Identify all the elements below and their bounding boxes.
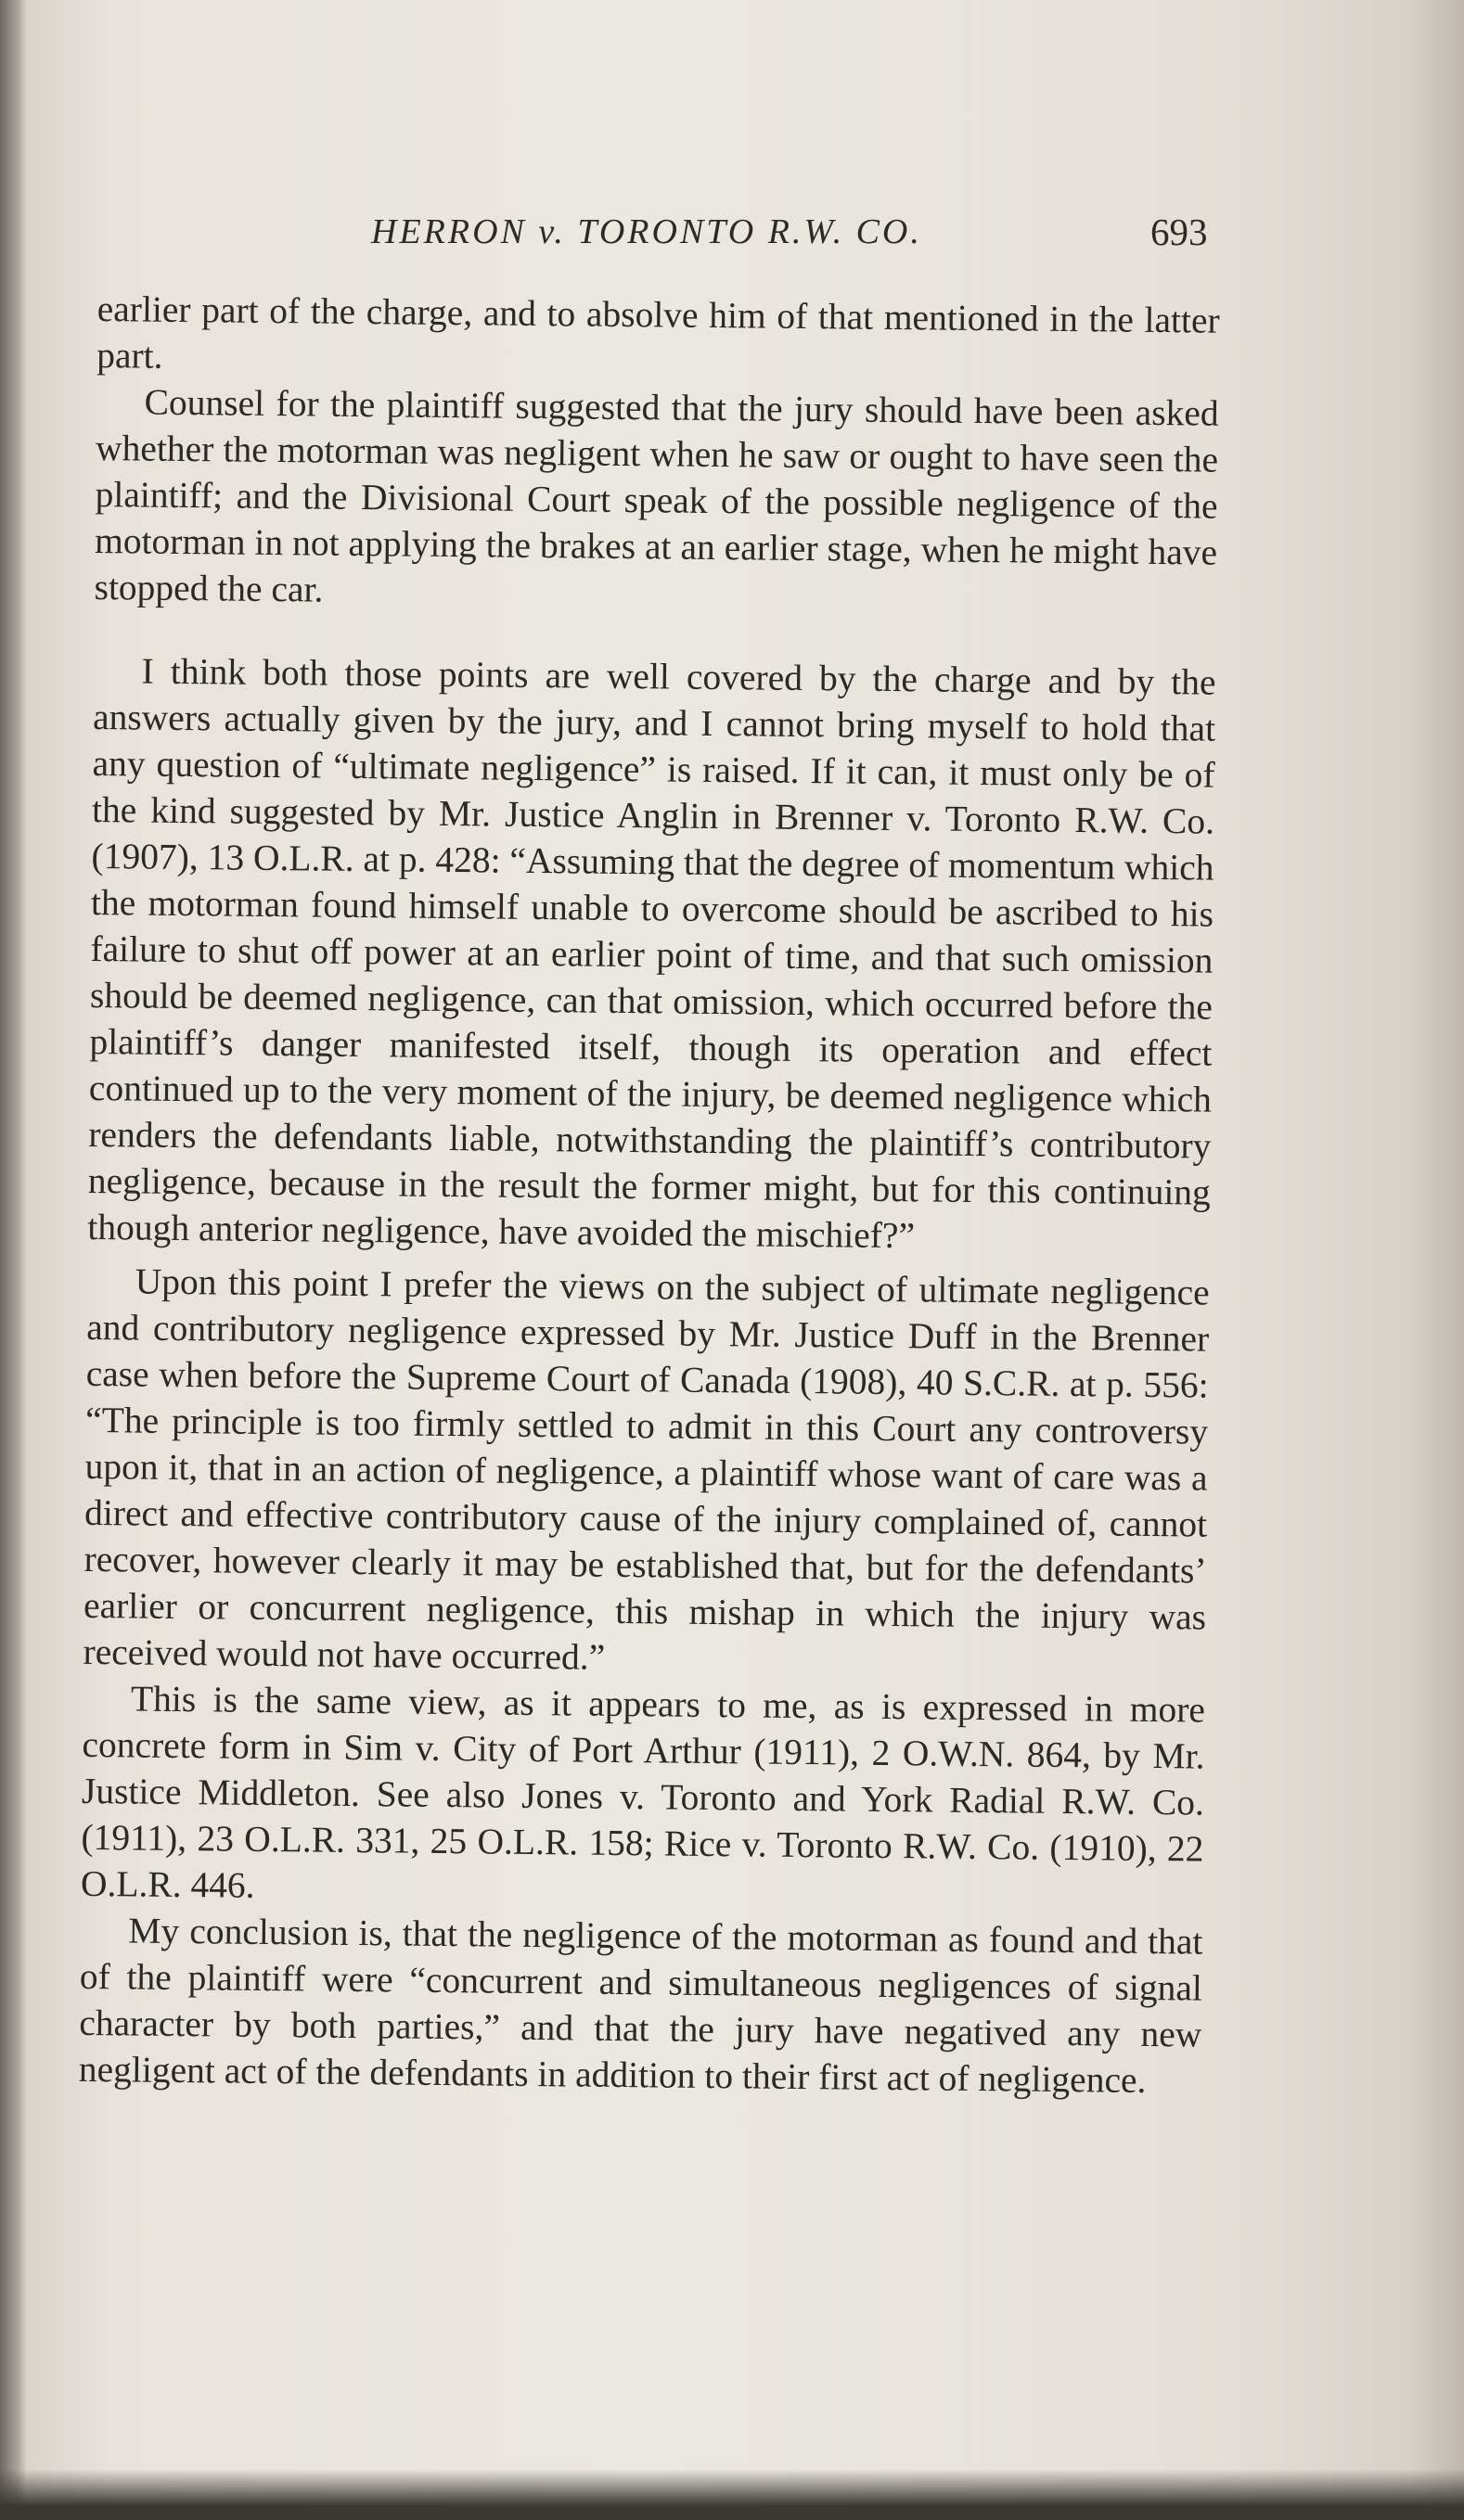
paragraph-1: earlier part of the charge, and to absolve him of that mentioned in the latter part. (96, 288, 1220, 377)
paragraph-2: Counsel for the plaintiff suggested that the jury should have been asked whether the motorman was negligent when he saw or ought to have seen the plaintiff; and the Divisional Court speak of the possible negligence of the motorman in not applying the brakes at an earlier stage, when he might have stopped the car. (94, 381, 1219, 610)
running-head-title: HERRON v. TORONTO R.W. CO. (371, 212, 922, 251)
page-bottom-edge (0, 2469, 1464, 2520)
paragraph-3: I think both those points are well covered by the charge and by the answers actually given by the jury, and I cannot bring myself to hold that any question of “ultimate negligence” is raised. If it can, it must only be of the kind suggested by Mr. Justice Anglin in Brenner v. Toronto R.W. Co. (1907), 13 O.L.R. at p. 428: “Assuming that the degree of momentum which the motorman found himself unable to overcome should be ascribed to his failure to shut off power at an earlier point of time, and that such omission should be deemed negligence, can that omission, which occurred before the plaintiff’s danger manifested itself, though its operation and effect continued up to the very moment of the injury, be deemed negligence which renders the defendants liable, notwithstanding the plaintiff’s contributory negligence, because in the result the former might, but for this continuing though anterior negligence, have avoided the mischief?” (87, 650, 1216, 1257)
paragraph-5: This is the same view, as it appears to me, as is expressed in more concrete form in Sim v. City of Port Arthur (1911), 2 O.W.N. 864, by Mr. Justice Middleton. See also Jones v. Toronto and York Radial R.W. Co. (1911), 23 O.L.R. 331, 25 O.L.R. 158; Rice v. Toronto R.W. Co. (1910), 22 O.L.R. 446. (80, 1678, 1206, 1906)
page-number: 693 (1150, 211, 1208, 253)
body-text (79, 286, 1220, 2104)
spine-shadow (0, 0, 26, 2520)
paragraph-6: My conclusion is, that the negligence of the motorman as found and that of the plaintiff were “concurrent and simultaneous negligences of signal character by both parties,” and that the jury have negatived any new negligent act of the defendants in addition to their first act of negligence. (78, 1910, 1203, 2101)
paragraph-4: Upon this point I prefer the views on the subject of ultimate negligence and contributory negligence expressed by Mr. Justice Duff in the Brenner case when before the Supreme Court of Canada (1908), 40 S.C.R. at p. 556: “The principle is too firmly settled to admit in this Court any controversy upon it, that in an action of negligence, a plaintiff whose want of care was a direct and effective contributory cause of the injury complained of, cannot recover, however clearly it may be established that, but for the defendants’ earlier or concurrent negligence, this mishap in which the injury was received would not have occurred.” (83, 1260, 1210, 1678)
